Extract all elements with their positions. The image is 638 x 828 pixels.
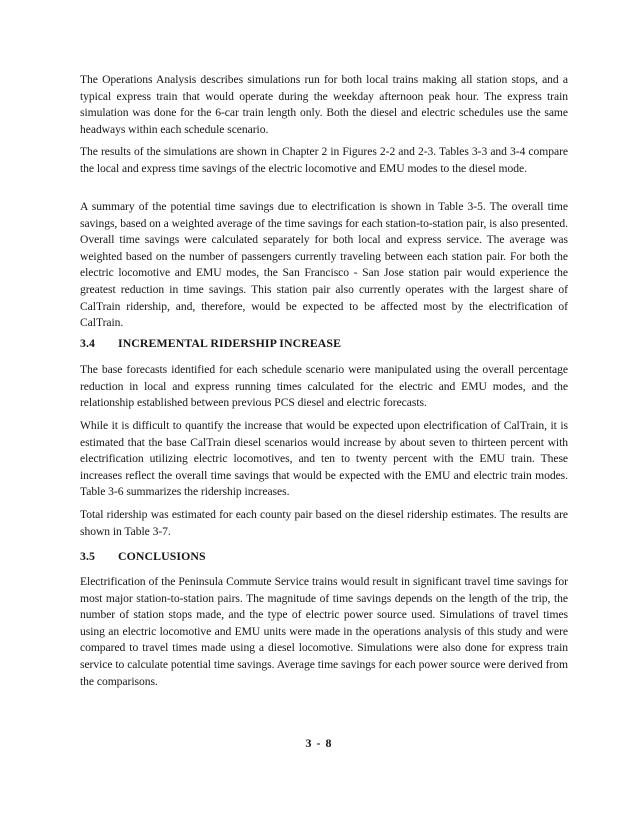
paragraph-base-forecasts: The base forecasts identified for each schedule scenario were manipulated using the overall percentage reduction in local and express running times calculated for the electric and EMU modes, and the relationship established between previous PCS diesel and electric forecasts. <box>80 363 568 410</box>
paragraph-conclusions: Electrification of the Peninsula Commute Service trains would result in significant travel time savings for most major station-to-station pairs. The magnitude of time savings depends on the length of the trip, the number of station stops made, and the type of electric power source used. Simulations of travel times using an electric locomotive and EMU units were made in the operations analysis of this study and were compared to travel times made using a diesel locomotive. Simulations were also done for express train service to calculate potential time savings. Average time savings for each power source were derived from the comparisons. <box>80 575 568 688</box>
section-number: 3.4 <box>80 336 96 350</box>
section-title: CONCLUSIONS <box>118 549 206 563</box>
paragraph-operations-analysis: The Operations Analysis describes simulations run for both local trains making all station stops, and a typical express train that would operate during the weekday afternoon peak hour. The express train simulation was done for the 6-car train length only. Both the diesel and electric schedules use the same headways within each schedule scenario. <box>80 73 568 136</box>
paragraph-time-savings-summary: A summary of the potential time savings due to electrification is shown in Table 3-5. The overall time savings, based on a weighted average of the time savings for each station-to-station pair, is also presented. Overall time savings were calculated separately for both local and express service. The average was weighted based on the number of passengers currently traveling between each station pair. For both the electric locomotive and EMU modes, the San Francisco - San Jose station pair would experience the greatest reduction in time savings. This station pair also currently operates with the largest share of CalTrain ridership, and, therefore, would be expected to be affected most by the electrification of CalTrain. <box>80 200 568 330</box>
paragraph-simulation-results: The results of the simulations are shown in Chapter 2 in Figures 2-2 and 2-3. Tables 3-3 and 3-4 compare the local and express time savings of the electric locomotive and EMU modes to the diesel mode. <box>80 145 568 175</box>
section-title: INCREMENTAL RIDERSHIP INCREASE <box>118 336 342 350</box>
page-number: 3 - 8 <box>305 736 333 750</box>
section-heading-conclusions <box>80 548 568 564</box>
paragraph-ridership-increase-estimate: While it is difficult to quantify the increase that would be expected upon electrification of CalTrain, it is estimated that the base CalTrain diesel scenarios would increase by about seven to thirteen percent with electrification utilizing electric locomotives, and ten to twenty percent with the EMU train. These increases reflect the overall time savings that would be expected with the EMU and electric train modes. Table 3-6 summarizes the ridership increases. <box>80 419 568 499</box>
paragraph-total-ridership: Total ridership was estimated for each county pair based on the diesel ridership estimates. The results are shown in Table 3-7. <box>80 508 568 538</box>
section-number: 3.5 <box>80 549 96 563</box>
section-heading-incremental-ridership <box>80 335 568 351</box>
